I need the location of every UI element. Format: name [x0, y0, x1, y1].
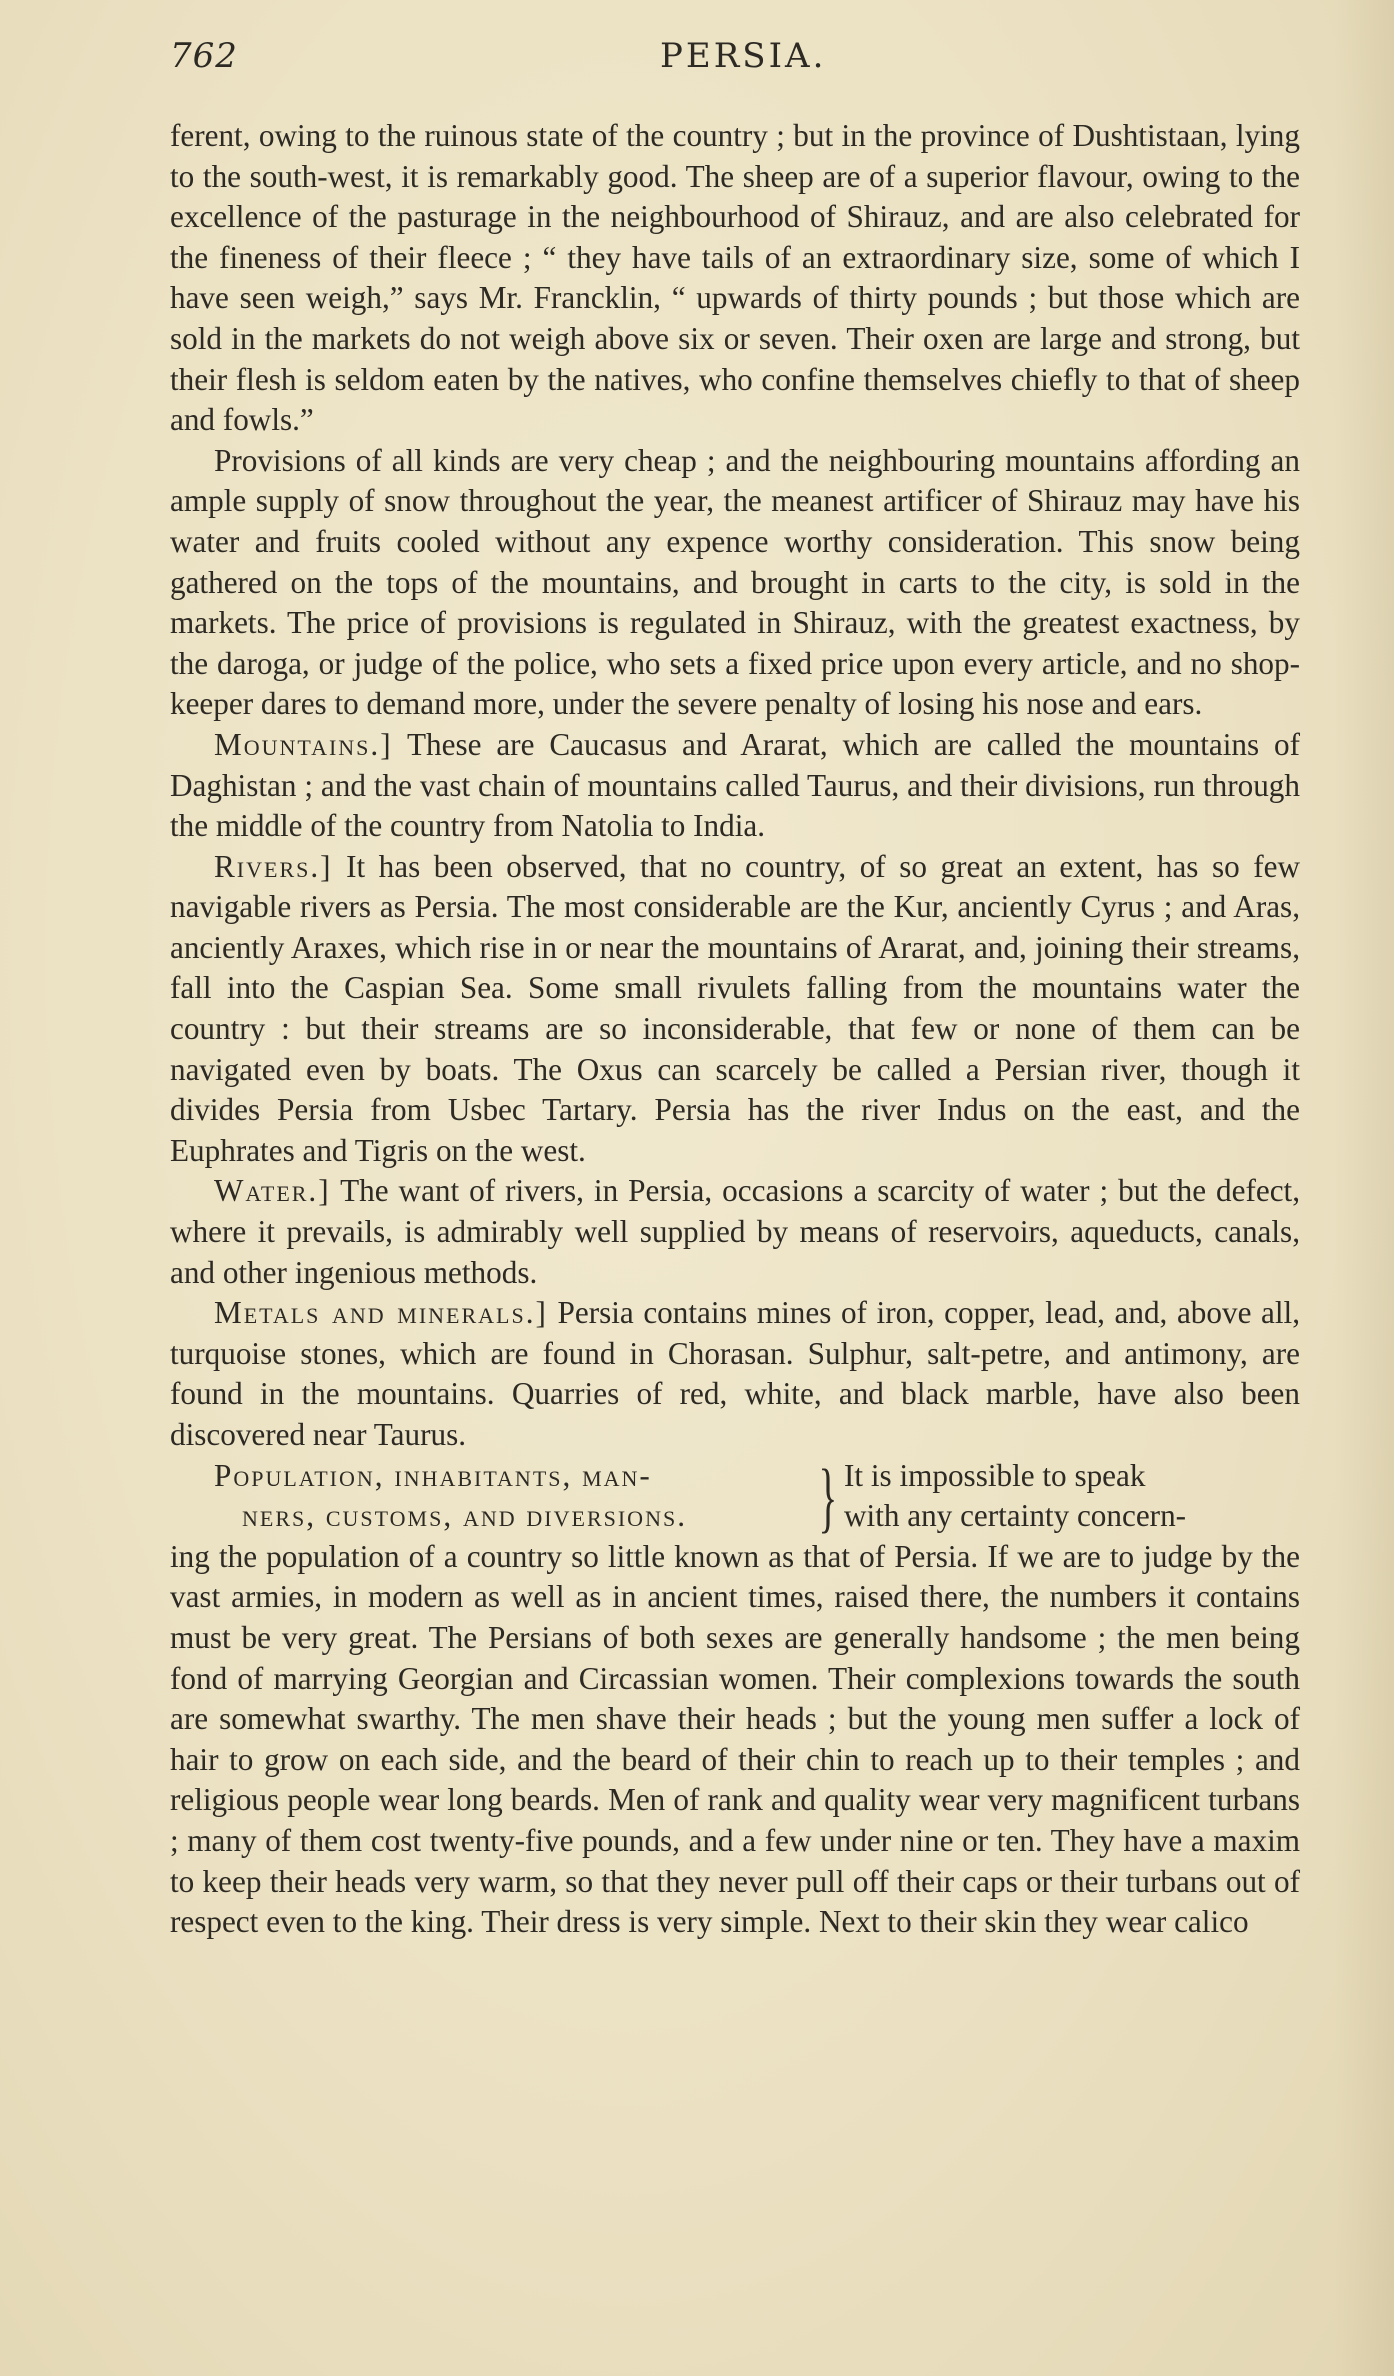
- section-heading-mountains: Mountains.]: [214, 726, 393, 762]
- section-population-heading: [170, 1452, 1300, 1540]
- population-text-head: [844, 1456, 1300, 1537]
- section-heading-rivers: Rivers.]: [214, 848, 333, 884]
- section-text-rivers: It has been observed, that no country, of so great an extent, has so few navigable rivers as Persia. The most considerable are the Kur, anciently Cyrus ; and Aras, anciently Araxes, which rise in or near the mountains of Ararat, and, joining their streams, fall into the Caspian Sea. Some small rivulets falling from the mountains water the country : but their streams are so inconsiderable, that few or none of them can be navigated even by boats. The Oxus can scarcely be called a Persian river, though it divides Persia from Usbec Tartary. Persia has the river Indus on the east, and the Euphrates and Tigris on the west.: [170, 848, 1301, 1168]
- section-text-mountains: These are Caucasus and Ararat, which are called the mountains of Daghistan ; and the vast chain of mountains called Taurus, and their divisions, run through the middle of the country from Natolia to India.: [170, 726, 1300, 844]
- section-rivers: [170, 847, 1300, 1172]
- population-heading-block: [170, 1456, 810, 1537]
- page-body: [170, 116, 1300, 1943]
- population-heading-line2: ners, customs, and diversions.: [242, 1498, 687, 1534]
- section-metals: [170, 1293, 1300, 1455]
- paragraph-sheep: ferent, owing to the ruinous state of the country ; but in the province of Dushtistaan, lying to the south-west, it is remarkably good. The sheep are of a superior flavour, owing to the excellence of the pasturage in the neighbourhood of Shirauz, and are also celebrated for the fineness of their fleece ; “ they have tails of an extraordinary size, some of which I have seen weigh,” says Mr. Francklin, “ upwards of thirty pounds ; but those which are sold in the markets do not weigh above six or seven. Their oxen are large and strong, but their flesh is seldom eaten by the natives, who confine themselves chiefly to that of sheep and fowls.”: [170, 118, 1300, 438]
- section-text-population: ing the population of a country so little known as that of Persia. If we are to judge by the vast armies, in modern as well as in ancient times, raised there, the numbers it contains must be very great. The Persians of both sexes are generally handsome ; the men being fond of marrying Georgian and Circassian women. Their complexions towards the south are somewhat swarthy. The men shave their heads ; but the young men suffer a lock of hair to grow on each side, and the beard of their chin to reach up to their temples ; and religious people wear long beards. Men of rank and quality wear very magnificent turbans ; many of them cost twenty-five pounds, and a few under nine or ten. They have a maxim to keep their heads very warm, so that they never pull off their caps or their turbans out of respect even to the king. Their dress is very simple. Next to their skin they wear calico: [170, 1538, 1300, 1940]
- page-edge-shading: [1334, 0, 1394, 2376]
- paragraph-provisions: Provisions of all kinds are very cheap ; and the neighbouring mountains affording an ample supply of snow throughout the year, the meanest artificer of Shirauz may have his water and fruits cooled without any expence worthy consideration. This snow being gathered on the tops of the mountains, and brought in carts to the city, is sold in the markets. The price of provisions is regulated in Shirauz, with the greatest exactness, by the daroga, or judge of the police, who sets a fixed price upon every article, and no shop-keeper dares to demand more, under the severe penalty of losing his nose and ears.: [170, 442, 1300, 722]
- page-number: 762: [170, 36, 238, 76]
- section-heading-water: Water.]: [214, 1173, 331, 1209]
- section-mountains: [170, 725, 1300, 847]
- section-heading-metals: Metals and minerals.]: [214, 1295, 548, 1331]
- running-head: PERSIA.: [660, 36, 827, 76]
- section-text-water: The want of rivers, in Persia, occasions a scarcity of water ; but the defect, where it prevails, is admirably well supplied by means of reservoirs, aqueducts, canals, and other ingenious methods.: [170, 1173, 1301, 1290]
- population-heading-line1: Population, inhabitants, man-: [214, 1457, 652, 1493]
- page-header: [170, 28, 1300, 88]
- section-text-metals: Persia contains mines of iron, copper, lead, and, above all, turquoise stones, which are found in Chorasan. Sulphur, salt-petre, and antimony, are found in the mountains. Quarries of red, white, and black marble, have also been discovered near Taurus.: [170, 1295, 1300, 1452]
- section-water: [170, 1171, 1300, 1293]
- population-text-line1: It is impossible to speak: [844, 1457, 1146, 1493]
- population-text-line2: with any certainty concern-: [844, 1498, 1187, 1534]
- curly-brace-mark: }: [818, 1452, 838, 1540]
